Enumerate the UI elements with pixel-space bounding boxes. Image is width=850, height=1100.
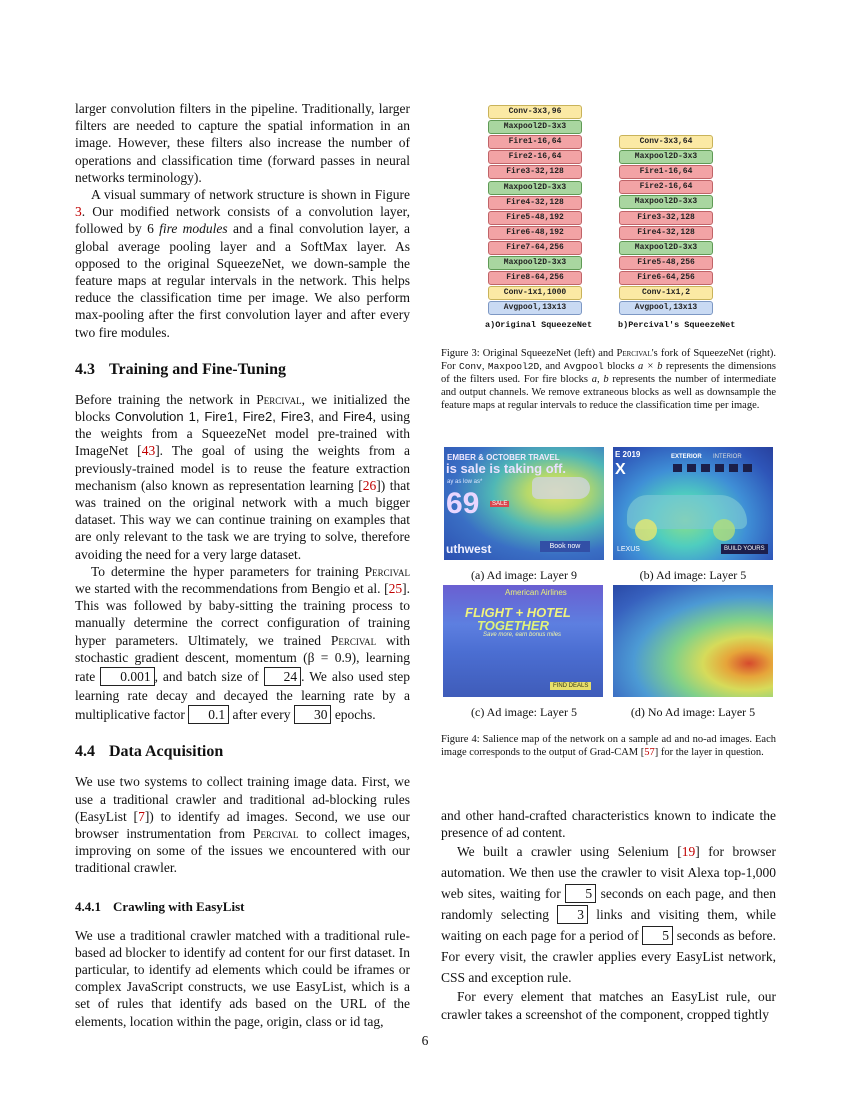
ad-b-mark: X	[615, 461, 626, 478]
figure-3-diagram	[441, 100, 776, 340]
percival-block-5: Maxpool2D-3x3	[619, 195, 713, 209]
saliency-image-d	[613, 585, 773, 697]
ref-26[interactable]: 26	[362, 477, 377, 493]
original-block-9: Fire6-48,192	[488, 226, 582, 240]
ad-a-sale-badge: SALE	[492, 501, 508, 507]
saliency-image-b	[613, 447, 773, 560]
learning-rate-value: 0.001	[100, 667, 154, 686]
original-block-12: Fire8-64,256	[488, 271, 582, 285]
section-heading-4-3: 4.3 Training and Fine-Tuning	[75, 360, 286, 378]
decay-factor-value: 0.1	[188, 705, 229, 724]
color-swatches	[673, 464, 753, 472]
percival-block-4: Fire2-16,64	[619, 180, 713, 194]
car-wheel-left	[635, 519, 657, 541]
saliency-image-a	[444, 447, 604, 560]
ad-b-cta: BUILD YOURS	[721, 544, 768, 554]
ad-c-line2: TOGETHER	[477, 618, 549, 633]
percival-block-8: Maxpool2D-3x3	[619, 241, 713, 255]
paragraph-screenshot: For every element that matches an EasyList rule, our crawler takes a screenshot of the component, cropped tightly	[441, 989, 776, 1022]
airplane-shape	[532, 477, 590, 499]
original-block-5: Fire3-32,128	[488, 165, 582, 179]
ad-b-brand: LEXUS	[617, 546, 640, 553]
section-heading-4-4: 4.4 Data Acquisition	[75, 743, 224, 761]
original-block-11: Maxpool2D-3x3	[488, 256, 582, 270]
ad-a-line3: ay as low as*	[447, 479, 483, 485]
ad-a-cta: Book now	[540, 541, 590, 552]
percival-block-6: Fire3-32,128	[619, 211, 713, 225]
wait-period-value: 5	[642, 926, 673, 945]
percival-block-1: Conv-3x3,64	[619, 135, 713, 149]
ad-b-year: E 2019	[615, 450, 641, 459]
original-block-14: Avgpool,13x13	[488, 301, 582, 315]
percival-block-11: Conv-1x1,2	[619, 286, 713, 300]
ref-figure-3[interactable]: 3	[75, 204, 82, 220]
ad-b-tab-exterior: EXTERIOR	[671, 454, 702, 460]
percival-block-12: Avgpool,13x13	[619, 301, 713, 315]
diagram-label-original: a)Original SqueezeNet	[485, 320, 593, 330]
paragraph-initialization: Before training the network in Percival, we initialized the blocks Convolution 1, Fire1, Fire2, Fire3, and Fire4, using the weights from a SqueezeNet model pre-trained with ImageNet [43]. The goal of using the weights from a previously-trained model is to reuse the feature extraction mechanism (also known as representation learning [26]) that was trained on the original network with a much bigger dataset. This way we can continue training on examples that are only relevant to the task we are trying to solve, therefore avoiding the need for a very large dataset.	[75, 391, 410, 562]
page-number: 6	[421, 1033, 429, 1048]
car-wheel-right	[713, 519, 735, 541]
ad-c-airline: American Airlines	[505, 588, 567, 597]
percival-block-7: Fire4-32,128	[619, 226, 713, 240]
ref-57[interactable]: 57	[644, 747, 655, 758]
ref-7[interactable]: 7	[138, 808, 145, 824]
right-column-text	[441, 807, 776, 1023]
original-block-2: Maxpool2D-3x3	[488, 120, 582, 134]
links-count-value: 3	[557, 905, 588, 924]
ref-25[interactable]: 25	[388, 581, 403, 597]
original-block-3: Fire1-16,64	[488, 135, 582, 149]
ref-43[interactable]: 43	[141, 443, 156, 459]
paragraph-easylist: We use a traditional crawler matched with a traditional rule-based ad blocker to identify ad content for our first dataset. In particular, to identify ad elements which could be iframes or complex JavaScript constructs, we use EasyList, which is a set of rules that identify ads based on the URL of the elements, location within the page, origin, class or id tag,	[75, 927, 410, 1029]
paragraph-visual-summary: A visual summary of network structure is shown in Figure 3. Our modified network consists of a convolution layer, followed by 6 fire modules and a final convolution layer, a global average pooling layer and a SoftMax layer. As opposed to the original SqueezeNet, we down-sample the feature maps at regular intervals in the network. This helps reduce the classification time per image. We also perform max-pooling after the first convolution layer and after every two fire modules.	[75, 187, 410, 340]
wait-seconds-value: 5	[565, 884, 596, 903]
original-block-4: Fire2-16,64	[488, 150, 582, 164]
subcaption-c: (c) Ad image: Layer 5	[471, 705, 577, 719]
subcaption-d: (d) No Ad image: Layer 5	[630, 705, 756, 719]
subcaption-a: (a) Ad image: Layer 9	[471, 568, 577, 582]
ad-c-line1: FLIGHT + HOTEL	[465, 605, 571, 620]
percival-block-2: Maxpool2D-3x3	[619, 150, 713, 164]
original-block-10: Fire7-64,256	[488, 241, 582, 255]
left-column	[75, 100, 410, 1030]
epochs-value: 30	[294, 705, 332, 724]
original-block-8: Fire5-48,192	[488, 211, 582, 225]
ad-a-line1: EMBER & OCTOBER TRAVEL	[447, 453, 560, 462]
percival-block-3: Fire1-16,64	[619, 165, 713, 179]
original-block-6: Maxpool2D-3x3	[488, 181, 582, 195]
ad-a-line2: is sale is taking off.	[446, 461, 566, 476]
figure-4-caption: Figure 4: Salience map of the network on a sample ad and no-ad images. Each image corresponds to the output of Grad-CAM [57] for the layer in question.	[441, 734, 776, 758]
saliency-image-c	[443, 585, 603, 697]
figure-3-caption: Figure 3: Original SqueezeNet (left) and Percival's fork of SqueezeNet (right). For Conv, Maxpool2D, and Avgpool blocks a × b represents the dimensions of the filters used. For fire blocks a, b represents the number of intermediate and output channels. We remove extraneous blocks as well as downsample the feature maps at regular intervals to reduce the classification time per image.	[441, 348, 777, 411]
original-block-7: Fire4-32,128	[488, 196, 582, 210]
subcaption-b: (b) Ad image: Layer 5	[639, 568, 747, 582]
paragraph-hand-crafted: and other hand-crafted characteristics known to indicate the presence of ad content.	[441, 808, 776, 841]
ad-b-tab-interior: INTERIOR	[713, 454, 742, 460]
batch-size-value: 24	[264, 667, 302, 686]
ad-a-brand: uthwest	[446, 542, 492, 556]
ad-a-price: 69	[446, 487, 480, 520]
original-block-1: Conv-3x3,96	[488, 105, 582, 119]
ad-c-cta: FIND DEALS	[550, 682, 591, 690]
percival-block-9: Fire5-48,256	[619, 256, 713, 270]
ref-19[interactable]: 19	[681, 844, 696, 860]
paragraph-intro: larger convolution filters in the pipeline. Traditionally, larger filters are needed to capture the spatial information in an image. However, these filters also increase the number of operations and classification time (forward passes in neural networks terminology).	[75, 101, 410, 185]
paragraph-selenium-crawler: We built a crawler using Selenium [19] for browser automation. We then use the crawler to visit Alexa top-1,000 web sites, waiting for 5 seconds on each page, and then randomly selecting 3 links and visiting them, while waiting on each page for a period of 5 seconds as before. For every visit, the crawler applies every EasyList network, CSS and exception rule.	[441, 844, 777, 986]
subsection-heading-4-4-1: 4.4.1 Crawling with EasyList	[75, 898, 245, 914]
paragraph-hyperparameters: To determine the hyper parameters for training Percival we started with the recommendations from Bengio et al. [25]. This was followed by baby-sitting the training process to manually determine the correct configuration of training hyper parameters. Ultimately, we trained Percival with stochastic gradient descent, momentum (β = 0.9), learning rate 0.001 , and batch size of 24 . We also used step learning rate decay and decayed the learning rate by a multiplicative factor 0.1 after every 30 epochs.	[75, 563, 410, 723]
ad-c-line3: Save more, earn bonus miles	[483, 632, 562, 638]
original-block-13: Conv-1x1,1000	[488, 286, 582, 300]
percival-block-10: Fire6-64,256	[619, 271, 713, 285]
paragraph-data-acquisition: We use two systems to collect training image data. First, we use a traditional crawler and traditional ad-blocking rules (EasyList [7]) to identify ad images. Second, we use our browser instrumentation from Percival to collect images, improving on some of the issues we encountered with our traditional crawler.	[75, 774, 411, 876]
diagram-label-percival: b)Percival's SqueezeNet	[618, 320, 736, 330]
